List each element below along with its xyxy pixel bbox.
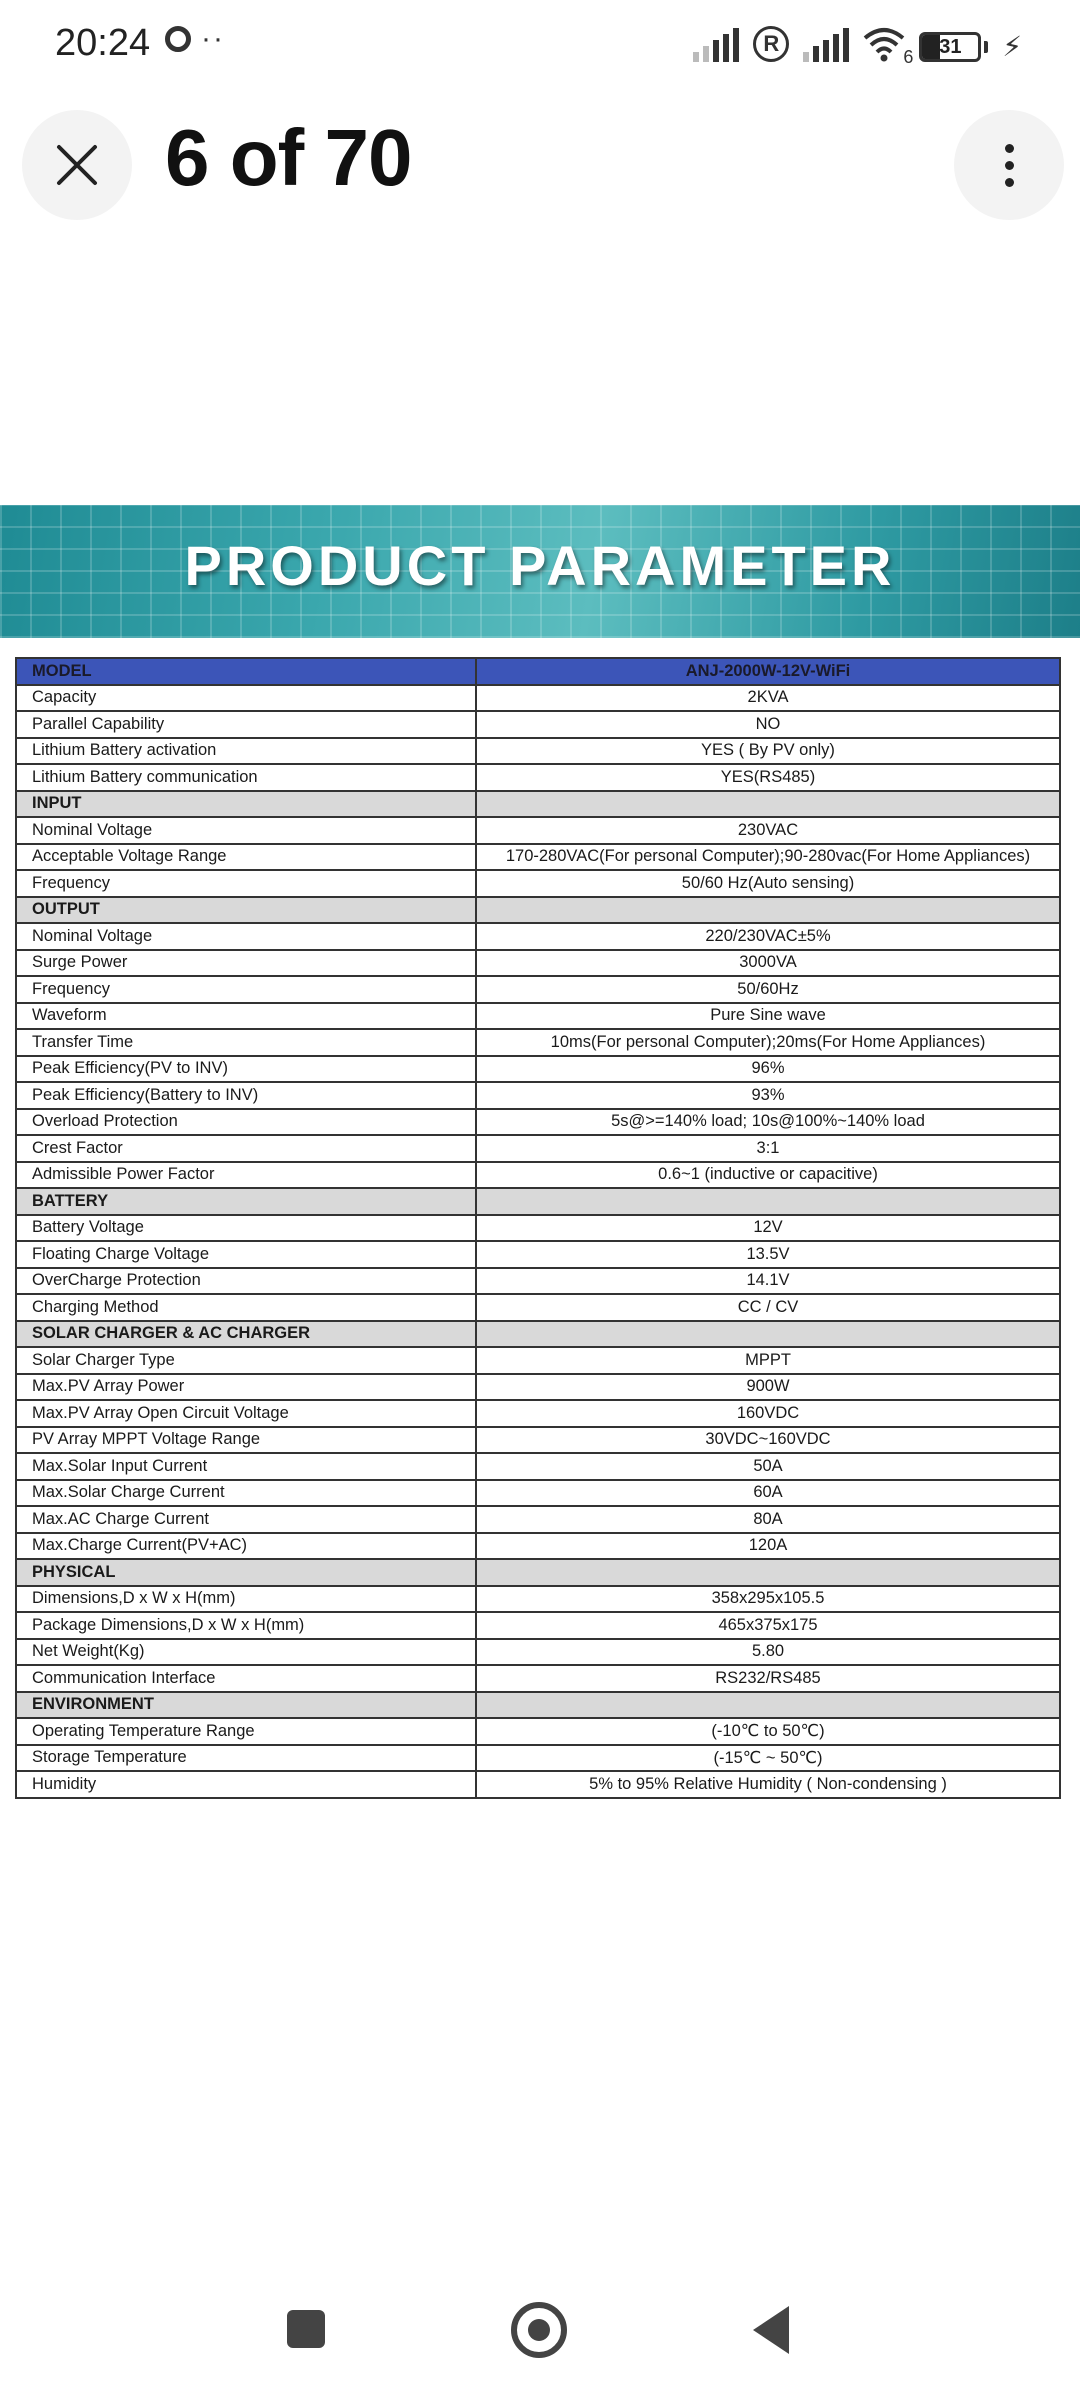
table-row	[16, 1506, 1060, 1533]
param-label: Overload Protection	[16, 1109, 476, 1136]
param-label: INPUT	[16, 791, 476, 818]
param-value: 3000VA	[476, 950, 1060, 977]
roaming-icon: R	[753, 26, 789, 62]
more-options-button[interactable]	[954, 110, 1064, 220]
signal-icon	[693, 28, 739, 62]
table-row	[16, 1665, 1060, 1692]
more-vert-icon	[1005, 144, 1014, 153]
table-row	[16, 1771, 1060, 1798]
param-label: Communication Interface	[16, 1665, 476, 1692]
back-triangle-icon[interactable]	[753, 2306, 789, 2354]
table-row	[16, 1294, 1060, 1321]
spec-table	[15, 657, 1061, 1799]
param-label: Frequency	[16, 976, 476, 1003]
table-row	[16, 1347, 1060, 1374]
param-label: Max.Charge Current(PV+AC)	[16, 1533, 476, 1560]
param-label: MODEL	[16, 658, 476, 685]
param-label: Waveform	[16, 1003, 476, 1030]
param-value: RS232/RS485	[476, 1665, 1060, 1692]
table-row	[16, 1082, 1060, 1109]
signal-icon-2	[803, 28, 849, 62]
param-value	[476, 897, 1060, 924]
param-value: 3:1	[476, 1135, 1060, 1162]
param-label: Parallel Capability	[16, 711, 476, 738]
table-row	[16, 1718, 1060, 1745]
param-label: Max.Solar Input Current	[16, 1453, 476, 1480]
table-row	[16, 923, 1060, 950]
section-row	[16, 1321, 1060, 1348]
param-value: 5s@>=140% load; 10s@100%~140% load	[476, 1109, 1060, 1136]
param-label: Solar Charger Type	[16, 1347, 476, 1374]
param-label: Operating Temperature Range	[16, 1718, 476, 1745]
param-value: (-15℃ ~ 50℃)	[476, 1745, 1060, 1772]
param-label: Floating Charge Voltage	[16, 1241, 476, 1268]
param-value: 10ms(For personal Computer);20ms(For Home Appliances)	[476, 1029, 1060, 1056]
product-image[interactable]	[0, 505, 1080, 1980]
param-label: Nominal Voltage	[16, 923, 476, 950]
param-value	[476, 1559, 1060, 1586]
param-value: 2KVA	[476, 685, 1060, 712]
status-bar	[0, 0, 1080, 100]
battery-icon	[919, 32, 988, 62]
table-row	[16, 950, 1060, 977]
param-value: 60A	[476, 1480, 1060, 1507]
recents-square-icon[interactable]	[287, 2310, 325, 2348]
wifi-icon	[863, 26, 914, 67]
param-label: Nominal Voltage	[16, 817, 476, 844]
param-label: Lithium Battery communication	[16, 764, 476, 791]
param-value: ANJ-2000W-12V-WiFi	[476, 658, 1060, 685]
table-row	[16, 711, 1060, 738]
param-value: 160VDC	[476, 1400, 1060, 1427]
section-row	[16, 1692, 1060, 1719]
status-time: 20:24	[55, 22, 151, 64]
table-row	[16, 764, 1060, 791]
param-label: Peak Efficiency(Battery to INV)	[16, 1082, 476, 1109]
param-label: Package Dimensions,D x W x H(mm)	[16, 1612, 476, 1639]
param-value: 0.6~1 (inductive or capacitive)	[476, 1162, 1060, 1189]
table-row	[16, 1109, 1060, 1136]
more-notifications-icon: ··	[201, 22, 225, 55]
table-row	[16, 1639, 1060, 1666]
table-row	[16, 1268, 1060, 1295]
param-label: ENVIRONMENT	[16, 1692, 476, 1719]
table-row	[16, 1612, 1060, 1639]
table-row	[16, 1374, 1060, 1401]
param-label: Charging Method	[16, 1294, 476, 1321]
param-value: 5% to 95% Relative Humidity ( Non-condensing )	[476, 1771, 1060, 1798]
param-value: YES(RS485)	[476, 764, 1060, 791]
param-value: 30VDC~160VDC	[476, 1427, 1060, 1454]
param-value: YES ( By PV only)	[476, 738, 1060, 765]
param-value: 80A	[476, 1506, 1060, 1533]
battery-level: 31	[939, 36, 962, 58]
table-row	[16, 870, 1060, 897]
param-label: OUTPUT	[16, 897, 476, 924]
param-value: NO	[476, 711, 1060, 738]
page-counter: 6 of 70	[165, 113, 412, 202]
param-label: Peak Efficiency(PV to INV)	[16, 1056, 476, 1083]
table-row	[16, 817, 1060, 844]
table-row	[16, 738, 1060, 765]
param-label: PV Array MPPT Voltage Range	[16, 1427, 476, 1454]
param-value: 50/60 Hz(Auto sensing)	[476, 870, 1060, 897]
param-value: 96%	[476, 1056, 1060, 1083]
param-value: 50A	[476, 1453, 1060, 1480]
param-label: BATTERY	[16, 1188, 476, 1215]
param-label: Max.PV Array Power	[16, 1374, 476, 1401]
param-value: 900W	[476, 1374, 1060, 1401]
param-value: 170-280VAC(For personal Computer);90-280vac(For Home Appliances)	[476, 844, 1060, 871]
notification-ring-icon	[165, 26, 191, 52]
param-value: 230VAC	[476, 817, 1060, 844]
param-label: Humidity	[16, 1771, 476, 1798]
section-row	[16, 1559, 1060, 1586]
table-row	[16, 1533, 1060, 1560]
status-left-icons	[165, 24, 225, 54]
table-row	[16, 844, 1060, 871]
param-value: 358x295x105.5	[476, 1586, 1060, 1613]
table-row	[16, 1400, 1060, 1427]
param-value: 13.5V	[476, 1241, 1060, 1268]
param-label: OverCharge Protection	[16, 1268, 476, 1295]
param-label: Acceptable Voltage Range	[16, 844, 476, 871]
table-row	[16, 1586, 1060, 1613]
param-value: 220/230VAC±5%	[476, 923, 1060, 950]
param-value: CC / CV	[476, 1294, 1060, 1321]
param-label: Net Weight(Kg)	[16, 1639, 476, 1666]
table-row	[16, 1453, 1060, 1480]
param-label: Max.Solar Charge Current	[16, 1480, 476, 1507]
param-label: Battery Voltage	[16, 1215, 476, 1242]
param-value: 120A	[476, 1533, 1060, 1560]
param-label: Crest Factor	[16, 1135, 476, 1162]
status-right-icons	[693, 26, 1022, 67]
param-label: Transfer Time	[16, 1029, 476, 1056]
param-value	[476, 791, 1060, 818]
table-row	[16, 976, 1060, 1003]
table-row	[16, 1135, 1060, 1162]
param-label: Frequency	[16, 870, 476, 897]
table-row	[16, 1241, 1060, 1268]
param-value: Pure Sine wave	[476, 1003, 1060, 1030]
param-value: 93%	[476, 1082, 1060, 1109]
param-value: 5.80	[476, 1639, 1060, 1666]
section-row	[16, 1188, 1060, 1215]
banner	[0, 505, 1080, 638]
param-value	[476, 1321, 1060, 1348]
param-value: (-10℃ to 50℃)	[476, 1718, 1060, 1745]
table-row	[16, 1215, 1060, 1242]
table-row	[16, 1480, 1060, 1507]
banner-title: PRODUCT PARAMETER	[184, 534, 896, 597]
navigation-bar	[0, 2280, 1080, 2380]
charging-icon: ⚡	[1002, 31, 1022, 62]
param-value: MPPT	[476, 1347, 1060, 1374]
param-value	[476, 1188, 1060, 1215]
section-row	[16, 897, 1060, 924]
close-icon	[55, 143, 99, 187]
param-label: Max.AC Charge Current	[16, 1506, 476, 1533]
param-value: 465x375x175	[476, 1612, 1060, 1639]
wifi-standard-label: 6	[903, 47, 914, 67]
model-row	[16, 658, 1060, 685]
table-row	[16, 1427, 1060, 1454]
param-label: Admissible Power Factor	[16, 1162, 476, 1189]
param-label: Capacity	[16, 685, 476, 712]
param-label: Lithium Battery activation	[16, 738, 476, 765]
home-circle-icon[interactable]	[511, 2302, 567, 2358]
section-row	[16, 791, 1060, 818]
param-label: Dimensions,D x W x H(mm)	[16, 1586, 476, 1613]
param-label: Storage Temperature	[16, 1745, 476, 1772]
table-row	[16, 1745, 1060, 1772]
param-label: PHYSICAL	[16, 1559, 476, 1586]
param-value	[476, 1692, 1060, 1719]
param-label: SOLAR CHARGER & AC CHARGER	[16, 1321, 476, 1348]
table-row	[16, 1162, 1060, 1189]
param-label: Max.PV Array Open Circuit Voltage	[16, 1400, 476, 1427]
table-row	[16, 1056, 1060, 1083]
param-label: Surge Power	[16, 950, 476, 977]
param-value: 50/60Hz	[476, 976, 1060, 1003]
close-button[interactable]	[22, 110, 132, 220]
param-value: 12V	[476, 1215, 1060, 1242]
param-value: 14.1V	[476, 1268, 1060, 1295]
table-row	[16, 1003, 1060, 1030]
table-row	[16, 685, 1060, 712]
table-row	[16, 1029, 1060, 1056]
